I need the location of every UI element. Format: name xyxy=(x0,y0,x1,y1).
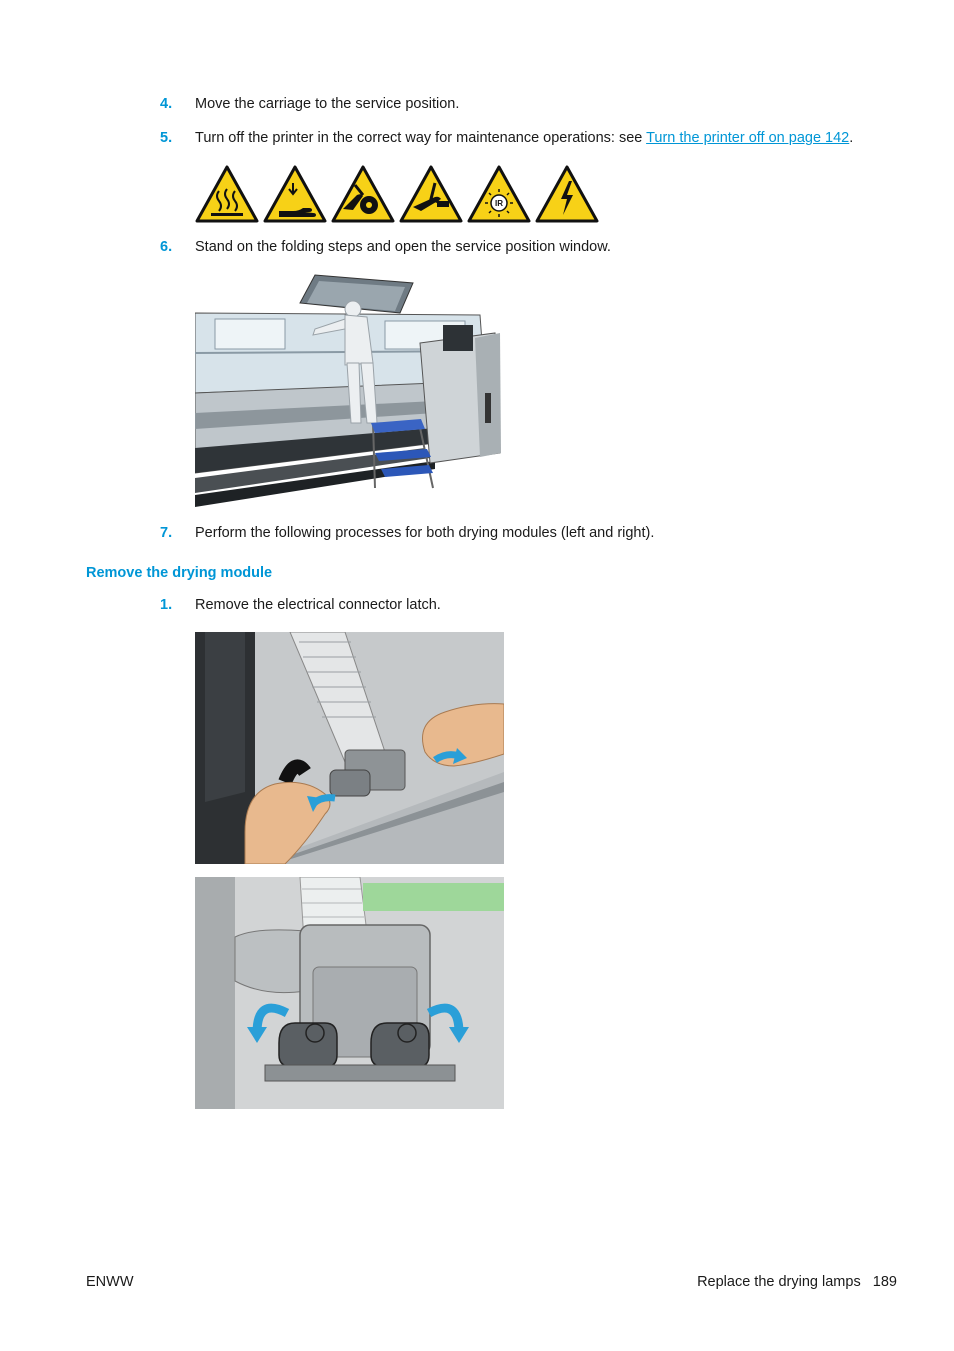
step-text xyxy=(195,128,853,148)
footer-right xyxy=(697,1272,897,1292)
step-number: 1. xyxy=(160,597,173,613)
ir-label: IR xyxy=(495,199,503,208)
hot-surface-warning-icon xyxy=(195,165,259,223)
step-number: 7. xyxy=(160,525,173,541)
infrared-radiation-warning-icon xyxy=(467,165,531,223)
sharp-blade-warning-icon xyxy=(399,165,463,223)
footer-chapter-title: Replace the drying lamps xyxy=(697,1274,861,1290)
connector-latch-hands-illustration xyxy=(195,632,504,864)
step-text: Perform the following processes for both drying modules (left and right). xyxy=(195,525,655,541)
electric-shock-warning-icon xyxy=(535,165,599,223)
turn-printer-off-link[interactable]: Turn the printer off on page 142 xyxy=(646,130,850,146)
step-text: Remove the electrical connector latch. xyxy=(195,597,441,613)
step-text: Stand on the folding steps and open the service position window. xyxy=(195,239,611,255)
roller-entrapment-warning-icon xyxy=(331,165,395,223)
step-text: Move the carriage to the service position. xyxy=(195,96,460,112)
section-heading: Remove the drying module xyxy=(86,565,273,581)
footer-left: ENWW xyxy=(86,1274,134,1290)
warning-icons-row xyxy=(195,165,601,223)
connector-latch-closeup-illustration xyxy=(195,877,504,1109)
footer-page-number: 189 xyxy=(872,1274,897,1290)
step-text-after-link: . xyxy=(849,130,854,146)
step-number: 4. xyxy=(160,96,173,112)
hand-crush-warning-icon xyxy=(263,165,327,223)
printer-service-position-illustration xyxy=(195,273,504,507)
step-number: 5. xyxy=(160,130,173,146)
step-number: 6. xyxy=(160,239,173,255)
step-text-before-link: Turn off the printer in the correct way for maintenance operations: see xyxy=(195,130,647,146)
